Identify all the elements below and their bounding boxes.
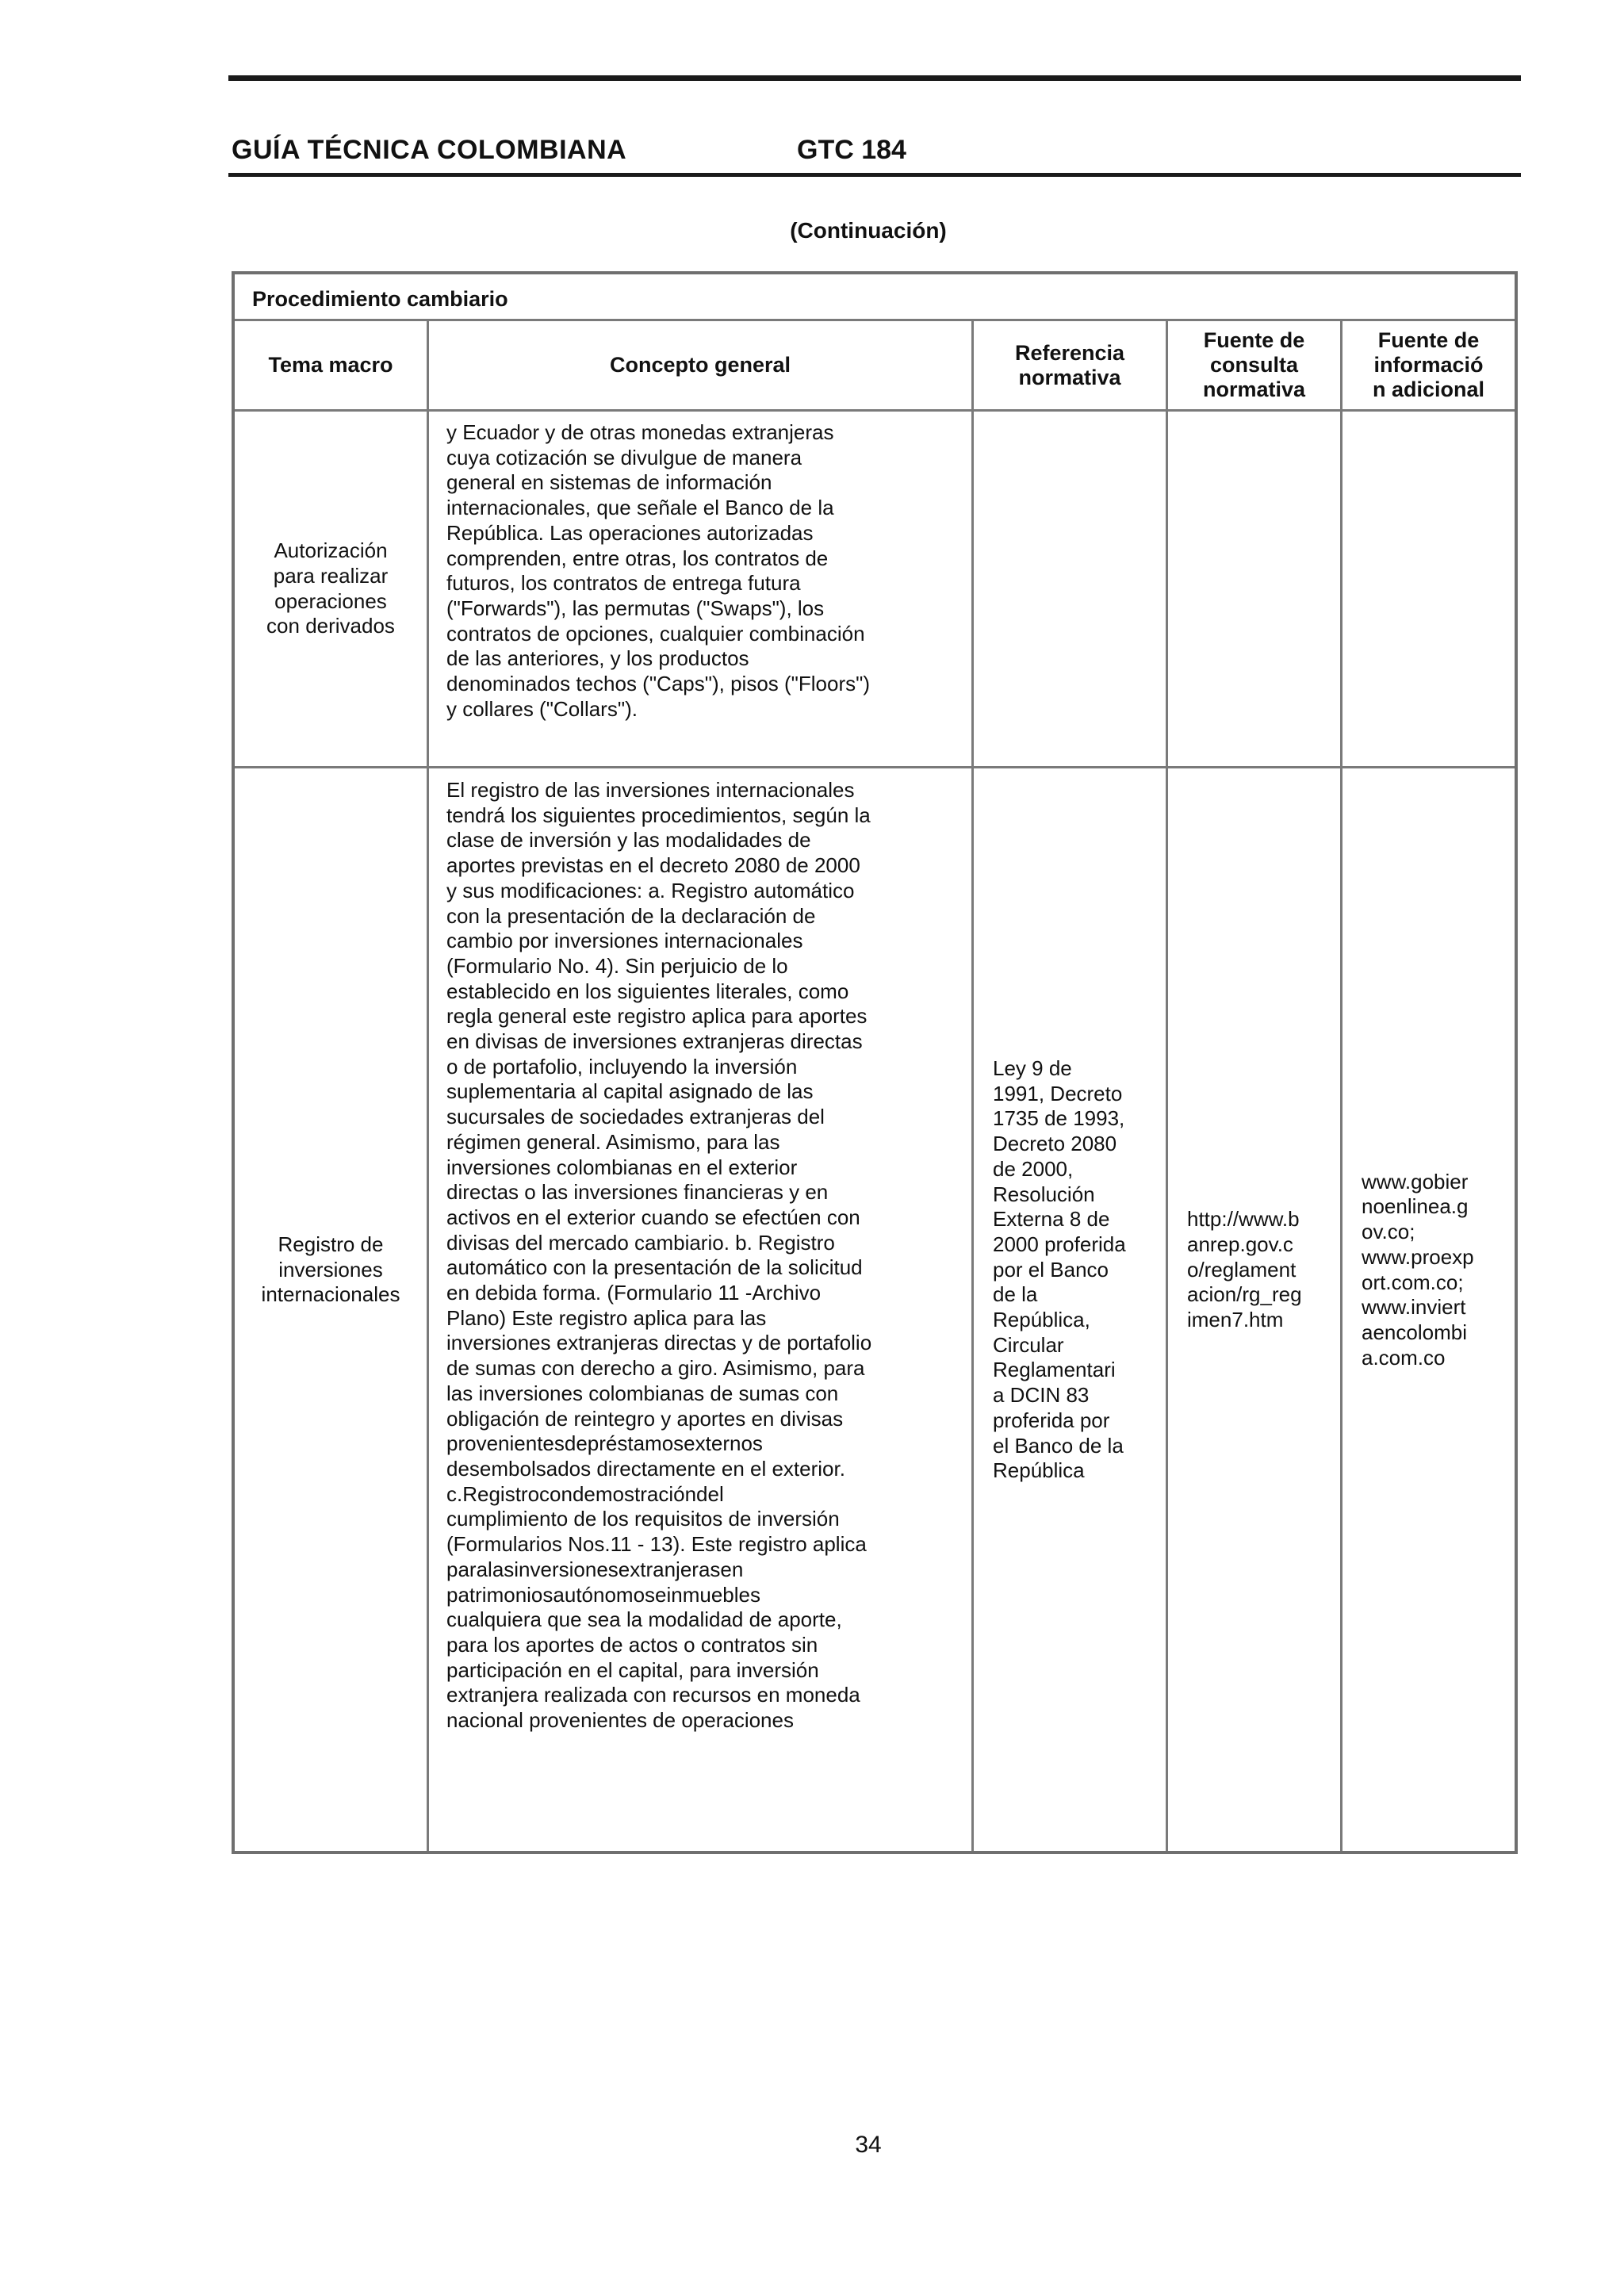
table-row-2-tema xyxy=(235,768,427,1851)
table-row-1-concepto-text: y Ecuador y de otras monedas extranjeras cuya cotización se divulgue de manera general en sistemas de información internacionales, que señale el Banco de la República. Las operaciones autorizadas comprenden, entre otras, los contratos de futuros, los contratos de entrega futura ("Forwards"), las permutas ("Swaps"), los contratos de opciones, cualquier combinación de las anteriores, y los productos denominados techos ("Caps"), pisos ("Floors") y collares ("Collars"). xyxy=(446,420,871,721)
table-row-1-tema xyxy=(235,412,427,766)
column-header-referencia-normativa xyxy=(974,321,1166,409)
document-code: GTC 184 xyxy=(797,135,906,165)
table-section-title: Procedimiento cambiario xyxy=(252,287,508,311)
table-row-1-referencia xyxy=(974,412,1166,766)
column-header-referencia-normativa-label: Referencia normativa xyxy=(1014,340,1125,389)
document-title: GUÍA TÉCNICA COLOMBIANA xyxy=(232,135,627,165)
table-row-2-referencia-text: Ley 9 de 1991, Decreto 1735 de 1993, Decreto 2080 de 2000, Resolución Externa 8 de 2000 proferida por el Banco de la República, Circular Reglamentari a DCIN 83 proferida por el Banco de la República xyxy=(993,1056,1126,1483)
column-divider xyxy=(1166,319,1168,1851)
continuation-label: (Continuación) xyxy=(790,218,947,243)
column-header-tema-macro-label: Tema macro xyxy=(268,353,393,377)
column-header-fuente-consulta xyxy=(1168,321,1340,409)
table-row-2-tema-text: Registro de inversiones internacionales xyxy=(261,1232,400,1307)
table-row-1-fuente-consulta xyxy=(1168,412,1340,766)
column-header-concepto-general xyxy=(429,321,971,409)
column-divider xyxy=(427,319,429,1851)
header-rule xyxy=(228,173,1521,177)
column-header-fuente-adicional-label: Fuente de informació n adicional xyxy=(1372,328,1485,401)
table-row-2-concepto xyxy=(429,778,971,1841)
table-row-2-referencia xyxy=(974,768,1166,1851)
column-header-concepto-general-label: Concepto general xyxy=(609,353,791,377)
column-header-fuente-consulta-label: Fuente de consulta normativa xyxy=(1202,328,1306,401)
column-divider xyxy=(1340,319,1342,1851)
column-divider xyxy=(971,319,974,1851)
column-header-tema-macro xyxy=(235,321,427,409)
table-row-2-fuente-adicional xyxy=(1342,768,1515,1851)
table-row-2-concepto-text: El registro de las inversiones internacionales tendrá los siguientes procedimientos, según la clase de inversión y las modalidades de aportes previstas en el decreto 2080 de 2000 y sus modificaciones: a. Registro automático con la presentación de la declaración de cambio por inversiones internacionales (Formulario No. 4). Sin perjuicio de lo establecido en los siguientes literales, como regla general este registro aplica para aportes en divisas de inversiones extranjeras directas o de portafolio, incluyendo la inversión suplementaria al capital asignado de las sucursales de sociedades extranjeras del régimen general. Asimismo, para las inversiones colombianas en el exterior directas o las inversiones financieras y en activos en el exterior cuando se efectúen con divisas del mercado cambiario. b. Registro automático con la presentación de la solicitud en debida forma. (Formulario 11 -Archivo Plano) Este registro aplica para las inversiones extranjeras directas y de portafolio de sumas con derecho a giro. Asimismo, para las inversiones colombianas de sumas con obligación de reintegro y aportes en divisas provenientesdepréstamosexternos desembolsados directamente en el exterior. c.Registrocondemostracióndel cumplimiento de los requisitos de inversión (Formularios Nos.11 - 13). Este registro aplica paralasinversionesextranjerasen patrimoniosautónomoseinmuebles cualquiera que sea la modalidad de aporte, para los aportes de actos o contratos sin participación en el capital, para inversión extranjera realizada con recursos en moneda nacional provenientes de operaciones xyxy=(446,778,872,1733)
table-row-2-fuente-consulta xyxy=(1168,768,1340,1851)
table-row-2-fuente-consulta-text: http://www.b anrep.gov.c o/reglament acion/rg_reg imen7.htm xyxy=(1187,1207,1302,1332)
table-row-2-fuente-adicional-text: www.gobier noenlinea.g ov.co; www.proexp ort.com.co; www.inviert aencolombi a.com.co xyxy=(1362,1169,1474,1370)
table-row-1-fuente-adicional xyxy=(1342,412,1515,766)
procedure-table xyxy=(232,271,1518,1854)
page-number: 34 xyxy=(855,2132,882,2158)
table-row-1-concepto xyxy=(429,420,971,761)
top-rule xyxy=(228,75,1521,81)
table-row-1-tema-text: Autorización para realizar operaciones con derivados xyxy=(266,538,395,638)
column-header-fuente-adicional xyxy=(1342,321,1515,409)
